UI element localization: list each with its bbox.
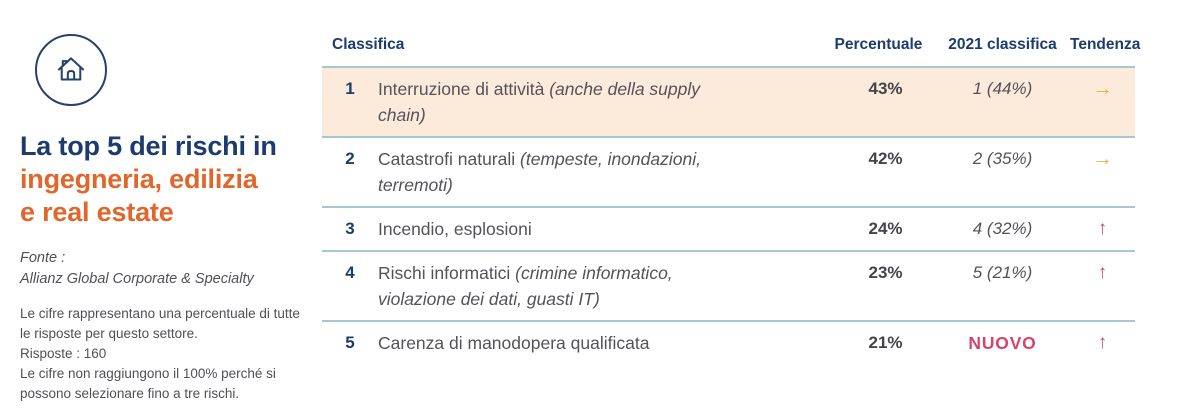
rank-cell: 2: [345, 149, 355, 168]
percent-cell: 42%: [868, 149, 903, 168]
footnote-line: Le cifre rappresentano una percentuale di tutte le risposte per questo settore.: [20, 306, 300, 342]
risk-name: Catastrofi naturali: [378, 149, 516, 169]
left-panel: [20, 34, 314, 404]
table-row: [322, 320, 1135, 364]
rank-cell: 1: [345, 79, 355, 98]
risk-detail: (tempeste, inondazioni, terremoti): [378, 149, 701, 195]
risk-name-cell: [378, 216, 822, 242]
risk-detail: (crimine informatico, violazione dei dati, guasti IT): [378, 263, 673, 309]
rank-cell: 5: [345, 333, 355, 352]
trend-right-arrow-icon: →: [1092, 78, 1113, 100]
house-icon: [35, 34, 107, 106]
new-entry-badge: NUOVO: [968, 333, 1037, 353]
title-line-1: La top 5 dei rischi in: [20, 131, 277, 161]
table-header-row: [322, 28, 1141, 66]
footnote-block: [20, 304, 314, 404]
risk-ranking-table: [322, 28, 1141, 364]
previous-rank-cell: 4 (32%): [972, 219, 1033, 238]
footnote-line: Le cifre non raggiungono il 100% perché si possono selezionare fino a tre rischi.: [20, 366, 276, 402]
responses-count: Risposte : 160: [20, 346, 107, 362]
trend-right-arrow-icon: →: [1092, 148, 1113, 170]
column-header-classifica: Classifica: [332, 36, 405, 53]
previous-rank-cell: 2 (35%): [972, 149, 1033, 168]
column-header-2021-classifica: 2021 classifica: [948, 36, 1057, 53]
source-label: Fonte :: [20, 250, 66, 266]
trend-up-arrow-icon: ↑: [1097, 332, 1108, 353]
rank-cell: 3: [345, 219, 355, 238]
trend-up-arrow-icon: ↑: [1097, 218, 1108, 239]
table-row: [322, 206, 1135, 250]
column-header-percentuale: Percentuale: [834, 36, 923, 53]
percent-cell: 23%: [868, 263, 903, 282]
risk-name: Incendio, esplosioni: [378, 219, 532, 239]
risk-name: Rischi informatici: [378, 263, 511, 283]
title-line-3: e real estate: [20, 197, 174, 227]
percent-cell: 43%: [868, 79, 903, 98]
table-row: [322, 136, 1135, 206]
percent-cell: 21%: [868, 333, 903, 352]
risk-detail: (anche della supply chain): [378, 79, 701, 125]
risk-name: Interruzione di attività: [378, 79, 545, 99]
page-title: [20, 130, 314, 229]
source-block: [20, 248, 314, 289]
column-header-tendenza: Tendenza: [1070, 36, 1141, 53]
percent-cell: 24%: [868, 219, 903, 238]
risk-name-cell: [378, 76, 822, 128]
source-name: Allianz Global Corporate & Specialty: [20, 270, 254, 287]
previous-rank-cell: 5 (21%): [972, 263, 1033, 282]
previous-rank-cell: 1 (44%): [972, 79, 1033, 98]
risk-name: Carenza di manodopera qualificata: [378, 333, 650, 353]
risk-name-cell: [378, 260, 822, 312]
risk-name-cell: [378, 330, 822, 356]
trend-up-arrow-icon: ↑: [1097, 262, 1108, 283]
risk-name-cell: [378, 146, 822, 198]
title-line-2: ingegneria, edilizia: [20, 164, 258, 194]
table-row: [322, 250, 1135, 320]
table-row: [322, 66, 1135, 136]
rank-cell: 4: [345, 263, 355, 282]
